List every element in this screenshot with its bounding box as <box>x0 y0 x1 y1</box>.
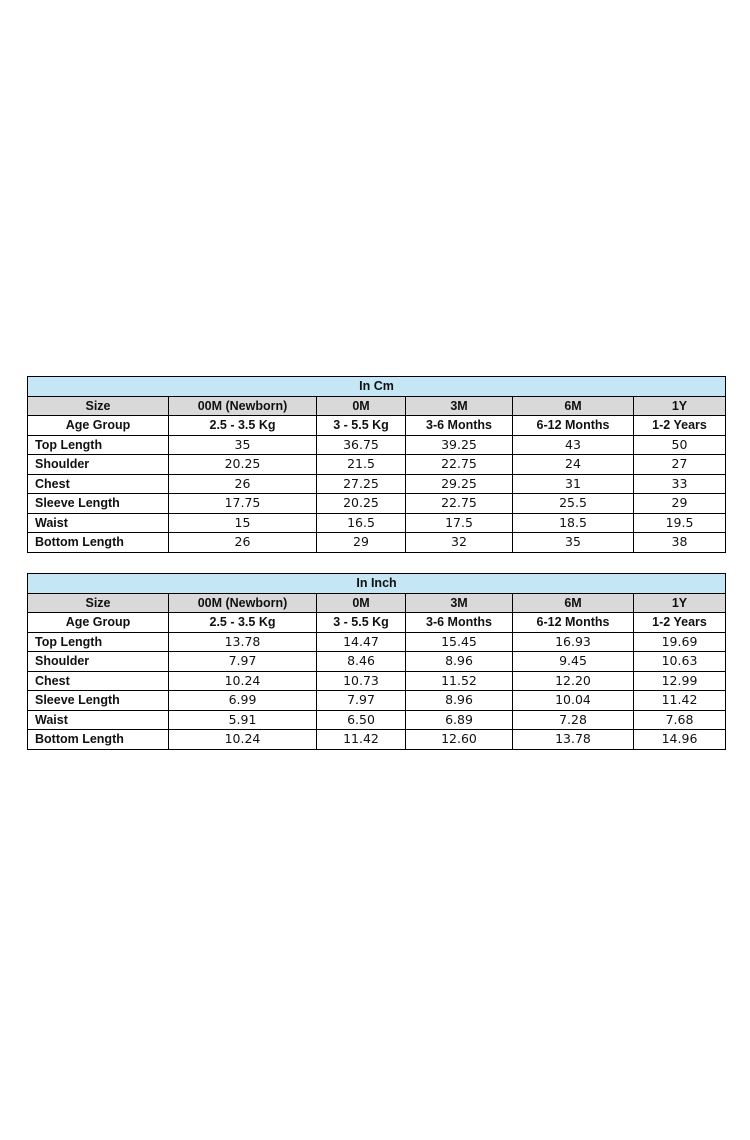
value-cell: 5.91 <box>169 710 317 730</box>
row-label: Chest <box>28 671 169 691</box>
value-cell: 26 <box>169 533 317 553</box>
value-cell: 12.99 <box>634 671 726 691</box>
unit-header-inch: In Inch <box>28 574 726 594</box>
value-cell: 13.78 <box>169 632 317 652</box>
value-cell: 9.45 <box>513 652 634 672</box>
age-group-label: Age Group <box>28 416 169 436</box>
value-cell: 10.24 <box>169 730 317 750</box>
value-cell: 17.5 <box>406 513 513 533</box>
age-group-cell: 3-6 Months <box>406 416 513 436</box>
value-cell: 10.63 <box>634 652 726 672</box>
unit-header-row <box>28 377 726 397</box>
value-cell: 11.42 <box>634 691 726 711</box>
table-row <box>28 710 726 730</box>
size-header-row <box>28 396 726 416</box>
value-cell: 39.25 <box>406 435 513 455</box>
age-group-cell: 3 - 5.5 Kg <box>317 416 406 436</box>
size-header-cell: 3M <box>406 396 513 416</box>
size-header-cell: 6M <box>513 593 634 613</box>
value-cell: 20.25 <box>169 455 317 475</box>
value-cell: 13.78 <box>513 730 634 750</box>
age-group-row <box>28 416 726 436</box>
age-group-cell: 2.5 - 3.5 Kg <box>169 416 317 436</box>
age-group-cell: 3-6 Months <box>406 613 513 633</box>
table-row <box>28 691 726 711</box>
table-row <box>28 730 726 750</box>
value-cell: 15.45 <box>406 632 513 652</box>
age-group-cell: 3 - 5.5 Kg <box>317 613 406 633</box>
value-cell: 19.69 <box>634 632 726 652</box>
value-cell: 32 <box>406 533 513 553</box>
unit-header-row <box>28 574 726 594</box>
size-header-cell: 1Y <box>634 593 726 613</box>
value-cell: 26 <box>169 474 317 494</box>
table-row <box>28 494 726 514</box>
size-header-label: Size <box>28 396 169 416</box>
age-group-cell: 6-12 Months <box>513 416 634 436</box>
value-cell: 12.20 <box>513 671 634 691</box>
value-cell: 14.96 <box>634 730 726 750</box>
value-cell: 27 <box>634 455 726 475</box>
value-cell: 16.93 <box>513 632 634 652</box>
value-cell: 31 <box>513 474 634 494</box>
value-cell: 36.75 <box>317 435 406 455</box>
size-chart-cm-table <box>27 376 726 553</box>
row-label: Chest <box>28 474 169 494</box>
value-cell: 22.75 <box>406 455 513 475</box>
table-row <box>28 435 726 455</box>
value-cell: 8.46 <box>317 652 406 672</box>
value-cell: 21.5 <box>317 455 406 475</box>
age-group-cell: 6-12 Months <box>513 613 634 633</box>
value-cell: 10.04 <box>513 691 634 711</box>
row-label: Top Length <box>28 632 169 652</box>
table-row <box>28 474 726 494</box>
value-cell: 7.68 <box>634 710 726 730</box>
unit-header-cm: In Cm <box>28 377 726 397</box>
size-chart-inch-table <box>27 573 726 750</box>
value-cell: 50 <box>634 435 726 455</box>
value-cell: 27.25 <box>317 474 406 494</box>
age-group-cell: 1-2 Years <box>634 416 726 436</box>
value-cell: 7.97 <box>317 691 406 711</box>
value-cell: 15 <box>169 513 317 533</box>
value-cell: 16.5 <box>317 513 406 533</box>
value-cell: 12.60 <box>406 730 513 750</box>
size-header-cell: 00M (Newborn) <box>169 396 317 416</box>
value-cell: 22.75 <box>406 494 513 514</box>
age-group-cell: 2.5 - 3.5 Kg <box>169 613 317 633</box>
size-header-row <box>28 593 726 613</box>
value-cell: 7.28 <box>513 710 634 730</box>
size-header-label: Size <box>28 593 169 613</box>
value-cell: 14.47 <box>317 632 406 652</box>
row-label: Shoulder <box>28 652 169 672</box>
value-cell: 35 <box>169 435 317 455</box>
size-header-cell: 6M <box>513 396 634 416</box>
row-label: Sleeve Length <box>28 494 169 514</box>
size-header-cell: 3M <box>406 593 513 613</box>
value-cell: 33 <box>634 474 726 494</box>
value-cell: 11.42 <box>317 730 406 750</box>
value-cell: 19.5 <box>634 513 726 533</box>
table-row <box>28 533 726 553</box>
row-label: Bottom Length <box>28 730 169 750</box>
size-header-cell: 0M <box>317 396 406 416</box>
age-group-cell: 1-2 Years <box>634 613 726 633</box>
value-cell: 38 <box>634 533 726 553</box>
table-row <box>28 632 726 652</box>
row-label: Bottom Length <box>28 533 169 553</box>
row-label: Top Length <box>28 435 169 455</box>
table-row <box>28 652 726 672</box>
value-cell: 29 <box>634 494 726 514</box>
table-row <box>28 455 726 475</box>
value-cell: 10.73 <box>317 671 406 691</box>
value-cell: 10.24 <box>169 671 317 691</box>
age-group-row <box>28 613 726 633</box>
size-header-cell: 1Y <box>634 396 726 416</box>
value-cell: 24 <box>513 455 634 475</box>
row-label: Sleeve Length <box>28 691 169 711</box>
row-label: Waist <box>28 513 169 533</box>
value-cell: 29.25 <box>406 474 513 494</box>
value-cell: 7.97 <box>169 652 317 672</box>
value-cell: 11.52 <box>406 671 513 691</box>
value-cell: 17.75 <box>169 494 317 514</box>
age-group-label: Age Group <box>28 613 169 633</box>
table-row <box>28 671 726 691</box>
value-cell: 8.96 <box>406 691 513 711</box>
size-header-cell: 0M <box>317 593 406 613</box>
value-cell: 8.96 <box>406 652 513 672</box>
value-cell: 6.89 <box>406 710 513 730</box>
table-row <box>28 513 726 533</box>
row-label: Shoulder <box>28 455 169 475</box>
value-cell: 29 <box>317 533 406 553</box>
value-cell: 43 <box>513 435 634 455</box>
value-cell: 20.25 <box>317 494 406 514</box>
size-header-cell: 00M (Newborn) <box>169 593 317 613</box>
value-cell: 18.5 <box>513 513 634 533</box>
value-cell: 25.5 <box>513 494 634 514</box>
row-label: Waist <box>28 710 169 730</box>
value-cell: 6.99 <box>169 691 317 711</box>
value-cell: 35 <box>513 533 634 553</box>
value-cell: 6.50 <box>317 710 406 730</box>
